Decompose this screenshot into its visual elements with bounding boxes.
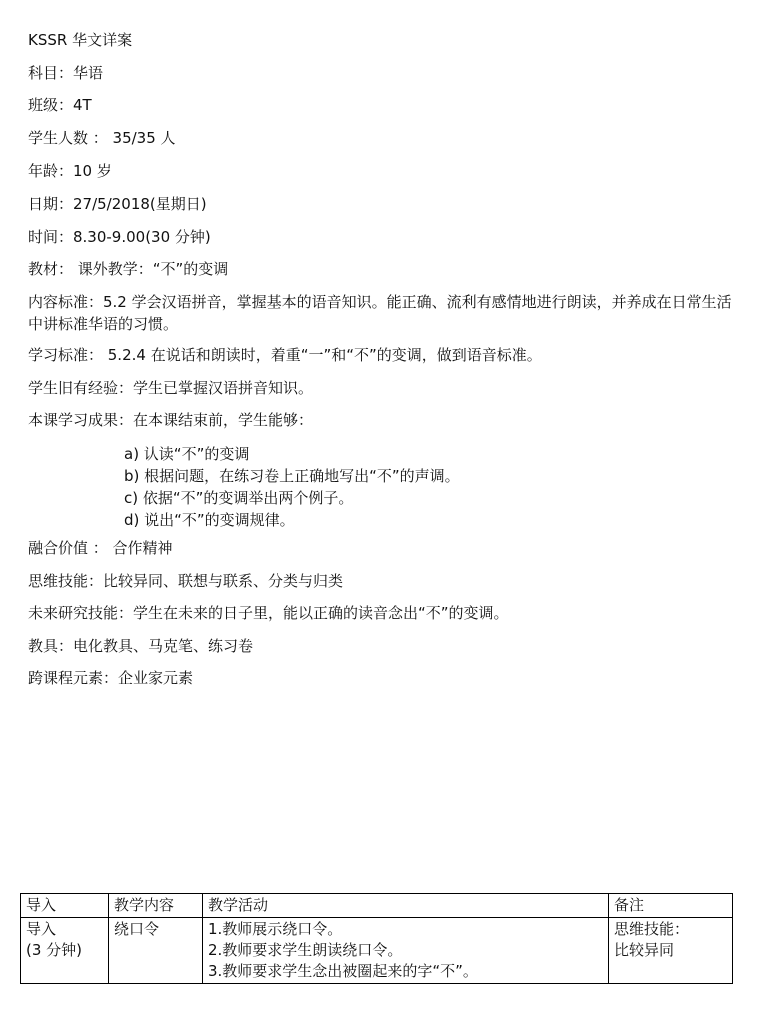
column-header-notes: 备注 xyxy=(609,894,733,918)
notes-cell: 思维技能： 比较异同 xyxy=(609,918,733,984)
learning-outcomes-list xyxy=(124,443,460,531)
document-title: KSSR 华文详案 xyxy=(28,31,133,49)
future-research-skills: 未来研究技能：学生在未来的日子里，能以正确的读音念出“不”的变调。 xyxy=(28,604,509,622)
prior-knowledge: 学生旧有经验：学生已掌握汉语拼音知识。 xyxy=(28,379,314,397)
activities-cell: 1.教师展示绕口令。 2.教师要求学生朗读绕口令。 3.教师要求学生念出被圈起来的字“不”。 xyxy=(203,918,609,984)
learning-outcomes-intro: 本课学习成果：在本课结束前，学生能够： xyxy=(28,411,314,429)
time-line: 时间：8.30-9.00(30 分钟) xyxy=(28,228,211,246)
outcome-item: c) 依据“不”的变调举出两个例子。 xyxy=(124,489,354,507)
outcome-item: d) 说出“不”的变调规律。 xyxy=(124,511,295,529)
thinking-skills: 思维技能：比较异同、联想与联系、分类与归类 xyxy=(28,572,344,590)
stage-cell: 导入 (3 分钟) xyxy=(21,918,109,984)
lesson-plan-table xyxy=(20,893,733,984)
date-line: 日期：27/5/2018(星期日) xyxy=(28,195,207,213)
age-line: 年龄：10 岁 xyxy=(28,162,112,180)
student-count-line: 学生人数 ： 35/35 人 xyxy=(28,129,176,147)
class-line: 班级：4T xyxy=(28,96,92,114)
subject-line: 科目：华语 xyxy=(28,64,104,82)
table-header-row xyxy=(21,894,733,918)
column-header-activities: 教学活动 xyxy=(203,894,609,918)
learning-standard: 学习标准： 5.2.4 在说话和朗读时，着重“一”和“不”的变调，做到语音标准。 xyxy=(28,346,542,364)
outcome-item: b) 根据问题，在练习卷上正确地写出“不”的声调。 xyxy=(124,467,460,485)
teaching-aids: 教具：电化教具、马克笔、练习卷 xyxy=(28,637,254,655)
content-cell: 绕口令 xyxy=(109,918,203,984)
integrated-values: 融合价值 ： 合作精神 xyxy=(28,539,173,557)
table-row xyxy=(21,918,733,984)
outcome-item: a) 认读“不”的变调 xyxy=(124,445,250,463)
column-header-content: 教学内容 xyxy=(109,894,203,918)
material-line: 教材： 课外教学：“不”的变调 xyxy=(28,260,229,278)
content-standard: 内容标准：5.2 学会汉语拼音，掌握基本的语音知识。能正确、流利有感情地进行朗读，并养成在日常生活中讲标准华语的习惯。 xyxy=(28,293,732,333)
cross-curricular-elements: 跨课程元素：企业家元素 xyxy=(28,669,194,687)
column-header-stage: 导入 xyxy=(21,894,109,918)
